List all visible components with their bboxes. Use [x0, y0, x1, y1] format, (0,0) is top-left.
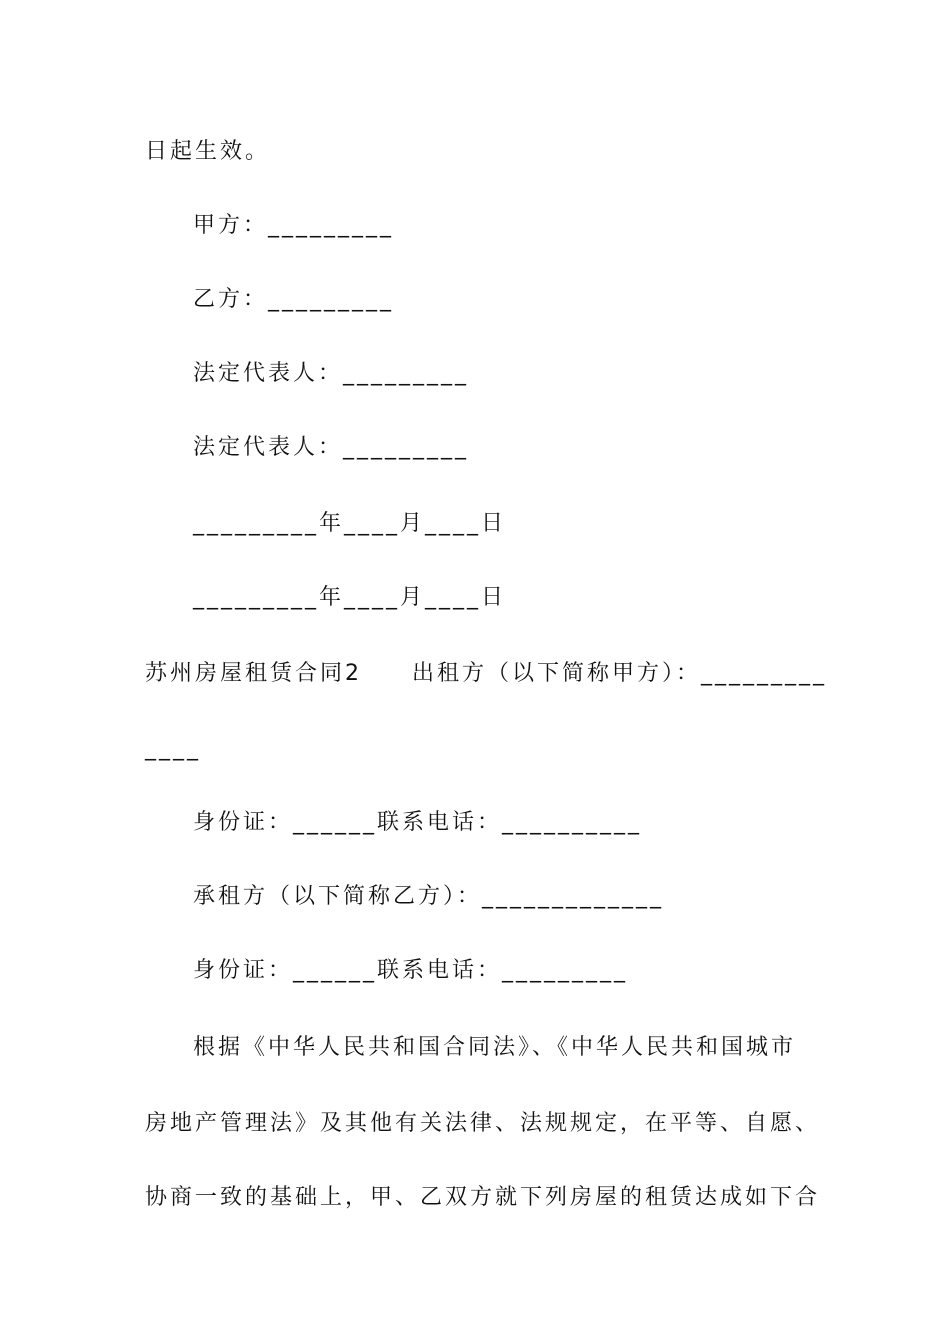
- text-line-lessee-id: 身份证：______联系电话：_________: [193, 958, 629, 983]
- text-line-legal-rep-a: 法定代表人：_________: [193, 361, 470, 386]
- text-line-date-a: _________年____月____日: [193, 511, 507, 536]
- text-line-date-b: _________年____月____日: [193, 585, 507, 610]
- text-line-lessee: 承租方（以下简称乙方）：_____________: [193, 884, 665, 909]
- text-line-party-a: 甲方：_________: [193, 213, 395, 238]
- text-line-party-b: 乙方：_________: [193, 287, 395, 312]
- text-line-legal-rep-b: 法定代表人：_________: [193, 435, 470, 460]
- text-line-effective: 日起生效。: [145, 139, 271, 164]
- text-line-blank-continuation: ____: [145, 736, 201, 761]
- text-line-lessor-id: 身份证：______联系电话：__________: [193, 810, 643, 835]
- text-line-contract-title: 苏州房屋租赁合同2 出租方（以下简称甲方）：_________: [145, 661, 827, 686]
- text-line-paragraph-1: 根据《中华人民共和国合同法》、《中华人民共和国城市: [193, 1035, 797, 1060]
- text-line-paragraph-3: 协商一致的基础上，甲、乙双方就下列房屋的租赁达成如下合: [145, 1185, 821, 1210]
- text-line-paragraph-2: 房地产管理法》及其他有关法律、法规规定，在平等、自愿、: [145, 1111, 821, 1136]
